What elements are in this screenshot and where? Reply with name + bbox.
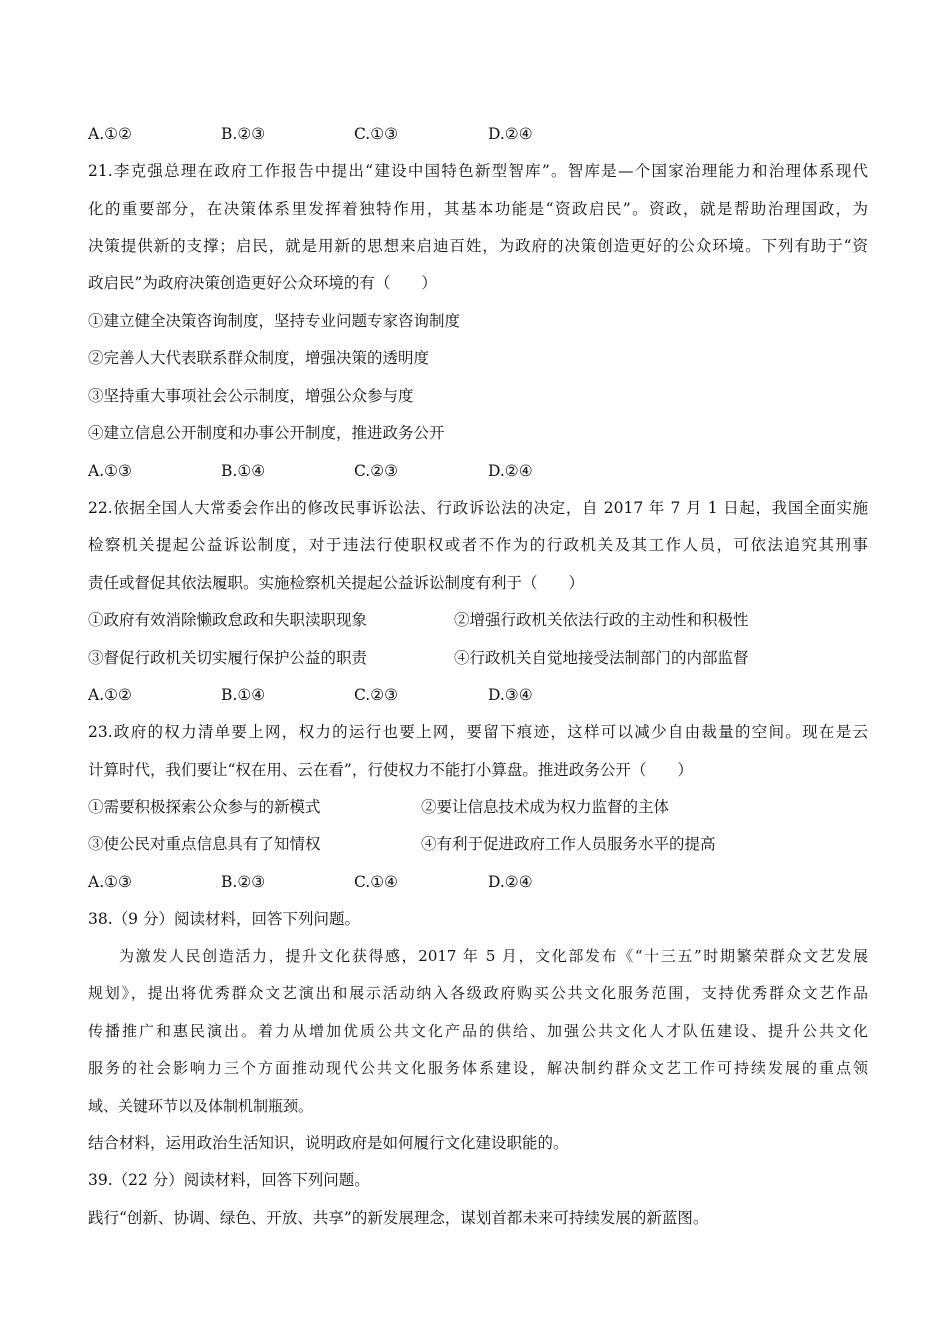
q21-stem-line-4: 政启民”为政府决策创造更好公众环境的有（ ） xyxy=(88,274,437,292)
q23-option-b: B.②③ xyxy=(221,873,266,891)
q21-option-c: C.②③ xyxy=(354,462,399,480)
q38-question: 结合材料，运用政治生活知识，说明政府是如何履行文化建设职能的。 xyxy=(88,1134,569,1152)
q22-item-2: ②增强行政机关依法行政的主动性和积极性 xyxy=(454,611,749,629)
q22-item-4: ④行政机关自觉地接受法制部门的内部监督 xyxy=(454,649,749,667)
q21-stem-line-3: 决策提供新的支撑；启民，就是用新的思想来启迪百姓，为政府的决策创造更好的公众环境。下列有助于“资 xyxy=(88,237,868,255)
q22-item-3: ③督促行政机关切实履行保护公益的职责 xyxy=(88,649,368,667)
q39-intro: 践行“创新、协调、绿色、开放、共享”的新发展理念，谋划首都未来可持续发展的新蓝图。 xyxy=(88,1209,709,1227)
q39-heading: 39.（22 分）阅读材料，回答下列问题。 xyxy=(88,1171,370,1189)
q21-item-2: ②完善人大代表联系群众制度，增强决策的透明度 xyxy=(88,349,430,367)
q23-item-4: ④有利于促进政府工作人员服务水平的提高 xyxy=(421,835,716,853)
q21-stem-line-1: 21.李克强总理在政府工作报告中提出“建设中国特色新型智库”。智库是—个国家治理能力和治理体系现代 xyxy=(88,162,868,180)
q21-option-d: D.②④ xyxy=(488,462,533,480)
q20-option-d: D.②④ xyxy=(488,125,533,143)
q38-material-line-5: 域、关键环节以及体制机制瓶颈。 xyxy=(88,1097,314,1115)
q22-stem-line-3: 责任或督促其依法履职。实施检察机关提起公益诉讼制度有利于（ ） xyxy=(88,574,585,592)
q38-material-line-2: 规划》，提出将优秀群众文艺演出和展示活动纳入各级政府购买公共文化服务范围，支持优秀群众文艺作品 xyxy=(88,984,868,1002)
q23-items-row-1 xyxy=(88,797,868,817)
q23-option-a: A.①③ xyxy=(88,873,132,891)
q20-option-c: C.①③ xyxy=(354,125,399,143)
q38-material-line-4: 服务的社会影响力三个方面推动现代公共文化服务体系建设，解决制约群众文艺工作可持续发展的重点领 xyxy=(88,1059,868,1077)
q22-stem-line-2: 检察机关提起公益诉讼制度，对于违法行使职权或者不作为的行政机关及其工作人员，可依法追究其刑事 xyxy=(88,536,868,554)
q21-option-a: A.①③ xyxy=(88,462,132,480)
q22-item-1: ①政府有效消除懒政怠政和失职渎职现象 xyxy=(88,611,368,629)
q23-stem-line-1: 23.政府的权力清单要上网，权力的运行也要上网，要留下痕迹，这样可以减少自由裁量的空间。现在是云 xyxy=(88,723,868,741)
q38-heading: 38.（9 分）阅读材料，回答下列问题。 xyxy=(88,910,360,928)
q22-stem-line-1: 22.依据全国人大常委会作出的修改民事诉讼法、行政诉讼法的决定，自 2017 年 7 月 1 日起，我国全面实施 xyxy=(88,499,868,517)
q21-option-b: B.①④ xyxy=(221,462,266,480)
q23-stem-line-2: 计算时代，我们要让“权在用、云在看”，行使权力不能打小算盘。推进政务公开（ ） xyxy=(88,761,693,779)
q21-item-4: ④建立信息公开制度和办事公开制度，推进政务公开 xyxy=(88,424,445,442)
q21-options xyxy=(88,461,868,481)
q22-option-a: A.①② xyxy=(88,686,132,704)
q23-item-3: ③使公民对重点信息具有了知情权 xyxy=(88,835,321,853)
q22-option-d: D.③④ xyxy=(488,686,533,704)
q38-material-line-3: 传播推广和惠民演出。着力从增加优质公共文化产品的供给、加强公共文化人才队伍建设、提升公共文化 xyxy=(88,1022,868,1040)
q21-stem-line-2: 化的重要部分，在决策体系里发挥着独特作用，其基本功能是“资政启民”。资政，就是帮助治理国政，为 xyxy=(88,200,868,218)
q38-material-line-1: 为激发人民创造活力，提升文化获得感，2017 年 5 月，文化部发布《“十三五”时期繁荣群众文艺发展 xyxy=(119,947,868,965)
q22-option-b: B.①④ xyxy=(221,686,266,704)
q23-option-d: D.②④ xyxy=(488,873,533,891)
q23-options xyxy=(88,872,868,892)
q20-options xyxy=(88,124,868,144)
q22-items-row-2 xyxy=(88,648,868,668)
q23-option-c: C.①④ xyxy=(354,873,399,891)
q22-items-row-1 xyxy=(88,610,868,630)
q21-item-1: ①建立健全决策咨询制度，坚持专业问题专家咨询制度 xyxy=(88,312,461,330)
q23-items-row-2 xyxy=(88,834,868,854)
q23-item-1: ①需要积极探索公众参与的新模式 xyxy=(88,798,321,816)
q21-item-3: ③坚持重大事项社会公示制度，增强公众参与度 xyxy=(88,387,414,405)
q20-option-b: B.②③ xyxy=(221,125,266,143)
q22-option-c: C.②③ xyxy=(354,686,399,704)
q23-item-2: ②要让信息技术成为权力监督的主体 xyxy=(421,798,670,816)
q22-options xyxy=(88,685,868,705)
q20-option-a: A.①② xyxy=(88,125,132,143)
